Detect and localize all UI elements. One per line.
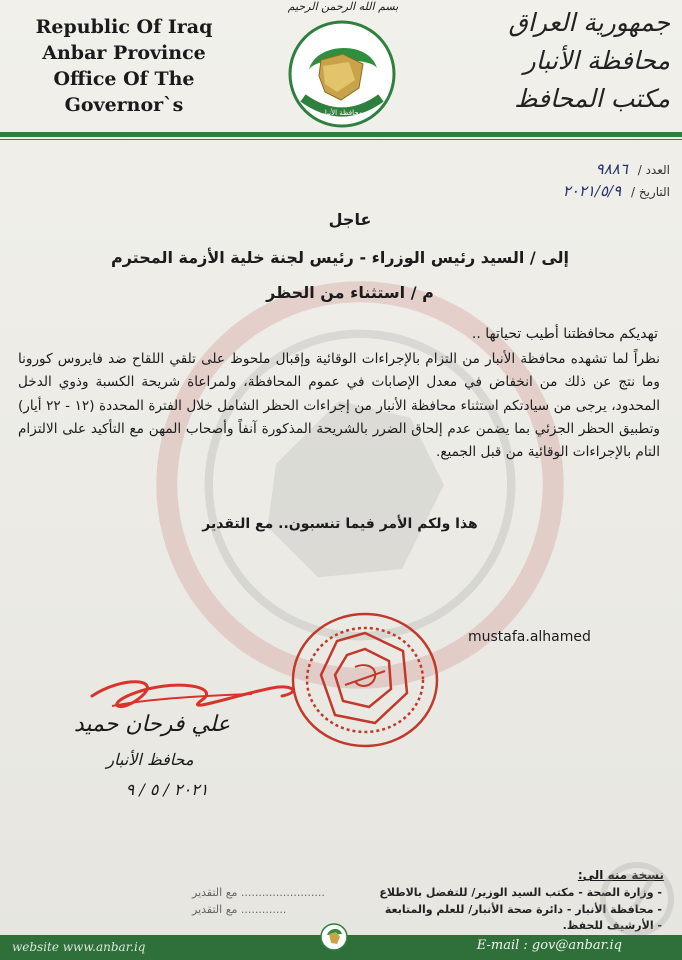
cc-line-2-note: ............. مع التقدير xyxy=(192,903,287,916)
footer-email: E-mail : gov@anbar.iq xyxy=(476,938,622,953)
header-en-line-2: Anbar Province xyxy=(42,42,206,64)
header-en-line-3: Office Of The Governor`s xyxy=(53,68,195,116)
news-logo-watermark xyxy=(595,855,680,940)
official-seal-stamp xyxy=(285,605,445,755)
cc-line-2-text: - محافظة الأنبار - دائرة صحة الأنبار/ للعلم والمتابعة xyxy=(384,903,662,916)
header-divider xyxy=(0,132,682,137)
number-label: العدد / xyxy=(637,163,670,177)
header-ar-line-1: جمهورية العراق xyxy=(508,8,670,37)
date-value: ٢٠٢١/٥/٩ xyxy=(562,182,622,200)
header-en-line-1: Republic Of Iraq xyxy=(35,16,213,38)
greeting: تهديكم محافظتنا أطيب تحياتها .. xyxy=(471,326,658,342)
signature-date: ٢٠٢١ / ٥ / ٩ xyxy=(125,780,209,799)
emblem-caption: محافظة الأنبار xyxy=(321,109,363,117)
date-label: التاريخ / xyxy=(630,185,670,199)
subject-line: م / استثناء من الحظر xyxy=(266,283,434,302)
header-arabic xyxy=(440,4,670,118)
signatory-name: علي فرحان حميد xyxy=(73,712,231,737)
basmala: بسم الله الرحمن الرحيم xyxy=(287,0,399,13)
signatory-title: محافظ الأنبار xyxy=(106,750,194,769)
footer-emblem-icon xyxy=(320,921,348,953)
reference-date xyxy=(450,182,670,200)
footer-website: website www.anbar.iq xyxy=(12,940,146,954)
cc-line-3 xyxy=(192,919,662,932)
number-value: ٩٨٨٦ xyxy=(595,160,628,178)
cc-line-1-note: ........................ مع التقدير xyxy=(192,886,325,899)
header-ar-line-3: مكتب المحافظ xyxy=(514,84,670,113)
cc-line-2 xyxy=(192,903,662,916)
header-ar-line-2: محافظة الأنبار xyxy=(523,46,670,75)
username-watermark: mustafa.alhamed xyxy=(468,629,591,645)
cc-line-1-text: - وزارة الصحة - مكتب السيد الوزير/ للتفضل بالاطلاع xyxy=(379,886,662,899)
letter-body: نظراً لما تشهده محافظة الأنبار من التزام بالإجراءات الوقائية وإقبال ملحوظ على تلقي اللقاح ضد فايروس كورونا وما نتج عن ذلك من انخفاض في معدل الإصابات في عموم المحافظة، ولمراعاة شريحة الكسبة وذوي الدخل المحدود، يرجى من سيادتكم استثناء محافظة الأنبار من إجراءات الحظر الشامل خلال الفترة المحددة (١٢ - ٢٢ أيار) وتطبيق الحظر الجزئي بما يضمن عدم إلحاق الضرر بالشريحة المذكورة آنفاً وأصحاب المهن مع التأكيد على الالتزام التام بالإجراءات الوقائية من قبل الجميع. xyxy=(18,351,660,461)
cc-line-3-text: - الأرشيف للحفظ. xyxy=(562,919,662,932)
cc-heading: نسخة منه الى: xyxy=(577,868,664,882)
reference-number xyxy=(450,160,670,178)
cc-line-1 xyxy=(192,886,662,899)
recipient-line: إلى / السيد رئيس الوزراء - رئيس لجنة خلية الأزمة المحترم xyxy=(110,248,569,267)
closing-line: هذا ولكم الأمر فيما تنسبون.. مع التقدير xyxy=(202,516,478,532)
header-english xyxy=(4,14,244,118)
anbar-emblem-logo xyxy=(285,14,400,132)
header-divider-thin xyxy=(0,139,682,140)
urgent-label: عاجل xyxy=(328,210,372,229)
